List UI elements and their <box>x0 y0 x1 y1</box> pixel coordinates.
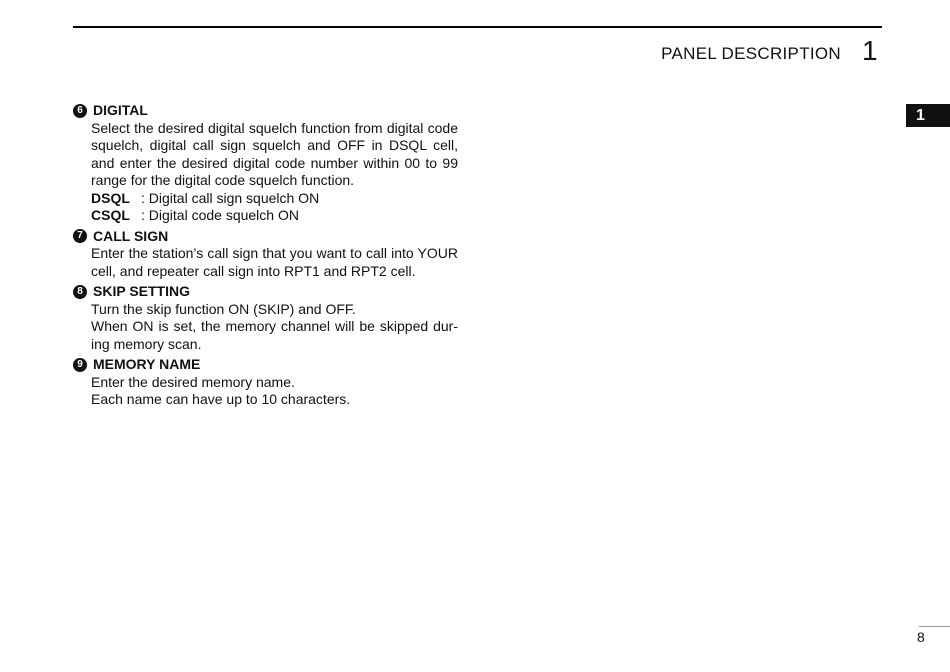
circled-number-icon: 9 <box>73 358 87 372</box>
definition-description: : Digital call sign squelch ON <box>141 189 320 206</box>
section-heading <box>73 283 458 301</box>
chapter-side-tab: 1 <box>906 104 950 127</box>
section-title: SKIP SETTING <box>93 283 190 299</box>
section-title: DIGITAL <box>93 102 148 118</box>
section-call-sign <box>73 228 458 281</box>
section-title: MEMORY NAME <box>93 356 201 372</box>
section-heading <box>73 228 458 246</box>
section-paragraph: Turn the skip function ON (SKIP) and OFF. <box>91 300 356 317</box>
section-paragraph: Each name can have up to 10 characters. <box>91 391 351 407</box>
footer-rule <box>919 626 950 627</box>
section-paragraph: Select the desired digital squelch function from digital code squelch, digital call sign squelch and OFF in DSQL cell, and enter the desired digital code number within 00 to 99 range for the digital code squelch function. <box>91 119 458 188</box>
section-heading <box>73 356 458 374</box>
definition-description: : Digital code squelch ON <box>141 207 299 223</box>
section-digital <box>73 102 458 225</box>
section-body <box>73 301 458 354</box>
section-body <box>73 245 458 280</box>
section-heading <box>73 102 458 120</box>
section-paragraph: Enter the station’s call sign that you want to call into YOUR cell, and repeater call sign into RPT1 and RPT2 cell. <box>91 245 458 279</box>
section-title: CALL SIGN <box>93 227 169 244</box>
header-rule <box>73 26 882 28</box>
section-skip-setting <box>73 283 458 353</box>
section-paragraph: When ON is set, the memory channel will be skipped dur-ing memory scan. <box>91 318 458 352</box>
circled-number-icon: 7 <box>73 229 87 243</box>
panel-description-content <box>73 102 458 412</box>
chapter-number: 1 <box>862 35 878 66</box>
page-number: 8 <box>917 629 925 645</box>
definition-term: CSQL <box>91 207 130 223</box>
definition-row <box>91 207 458 225</box>
circled-number-icon: 6 <box>73 104 87 118</box>
definition-row <box>91 190 458 208</box>
circled-number-icon: 8 <box>73 285 87 299</box>
section-memory-name <box>73 356 458 409</box>
definition-term: DSQL <box>91 189 130 206</box>
section-paragraph: Enter the desired memory name. <box>91 373 295 390</box>
page-header-title: PANEL DESCRIPTION <box>661 44 841 63</box>
section-body <box>73 374 458 409</box>
section-body <box>73 120 458 225</box>
